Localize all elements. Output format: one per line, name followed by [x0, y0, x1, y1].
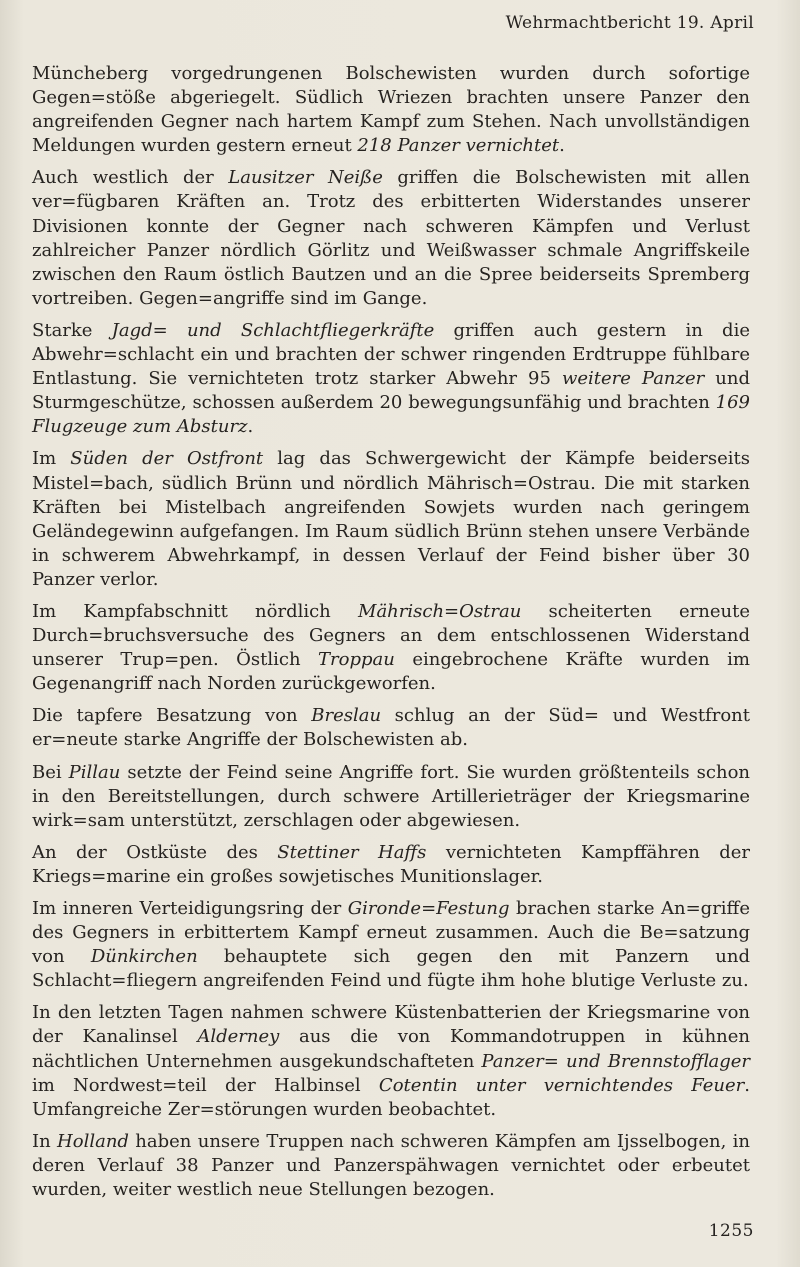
- page-number: 1255: [708, 1221, 754, 1241]
- report-paragraph: [32, 600, 756, 696]
- paragraph-text: im Nordwest=teil der Halbinsel: [32, 1050, 756, 1096]
- paragraph-text: eingebrochene Kräfte wurden im Gegenangriff nach Norden zurückgeworfen.: [32, 649, 756, 695]
- report-paragraph: [32, 319, 756, 439]
- paragraph-text: griffen die Bolschewisten mit allen ver=fügbaren Kräften an. Trotz des erbitterten Widerstandes unserer Divisionen konnte der Gegner nach schweren Kämpfen und Verlust zahlreicher Panzer nördlich Görlitz und Weißwasser schmale Angriffskeile zwischen den Raum östlich Bautzen und an die Spree beiderseits Spremberg vortreiben. Gegen=angriffe sind im Gange.: [32, 167, 756, 309]
- emphasized-phrase: 169 Flugzeuge zum Absturz: [32, 392, 756, 438]
- paragraph-text: griffen auch gestern in die Abwehr=schlacht ein und brachten der schwer ringenden Erdtruppe fühlbare Entlastung. Sie vernichteten trotz starker Abwehr 95: [32, 319, 756, 390]
- emphasized-phrase: Stettiner Haffs: [277, 841, 427, 863]
- paragraph-text: Bei: [32, 761, 69, 783]
- emphasized-phrase: Lausitzer Neiße: [228, 167, 383, 189]
- paragraph-text: In: [32, 1130, 58, 1152]
- paragraph-text: Die tapfere Besatzung von: [32, 705, 312, 727]
- paragraph-text: aus die von Kommandotruppen in kühnen nächtlichen Unternehmen ausgekundschafteten: [32, 1026, 756, 1072]
- paragraph-text: scheiterten erneute Durch=bruchsversuche des Gegners an dem entschlossenen Widerstand unserer Trup=pen. Östlich: [32, 600, 756, 671]
- emphasized-phrase: 218 Panzer vernichtet: [357, 135, 560, 157]
- report-paragraph: [32, 447, 756, 592]
- running-header: Wehrmachtbericht 19. April: [505, 13, 754, 33]
- emphasized-phrase: Alderney: [197, 1026, 280, 1048]
- paragraph-text: An der Ostküste des: [32, 841, 278, 863]
- paragraph-text: vernichteten Kampffähren der Kriegs=marine ein großes sowjetisches Munitionslager.: [32, 841, 756, 887]
- emphasized-phrase: Pillau: [68, 761, 121, 783]
- paragraph-text: . Umfangreiche Zer=störungen wurden beobachtet.: [32, 1074, 756, 1120]
- paragraph-text: Auch westlich der: [32, 167, 229, 189]
- paragraph-text: lag das Schwergewicht der Kämpfe beiderseits Mistel=bach, südlich Brünn und nördlich Mährisch=Ostrau. Die mit starken Kräften bei Mistelbach angreifenden Sowjets wurden nach geringem Geländegewinn aufgefangen. Im Raum südlich Brünn stehen unsere Verbände in schwerem Abwehrkampf, in dessen Verlauf der Feind bisher über 30 Panzer verlor.: [32, 448, 756, 590]
- report-paragraph: [32, 1130, 756, 1202]
- paragraph-text: setzte der Feind seine Angriffe fort. Sie wurden größtenteils schon in den Bereitstellungen, durch schwere Artillerieträger der Kriegsmarine wirk=sam unterstützt, zerschlagen oder abgewiesen.: [32, 761, 756, 831]
- emphasized-phrase: Holland: [57, 1130, 129, 1152]
- report-paragraph: [32, 897, 756, 993]
- emphasized-phrase: Cotentin unter vernichtendes Feuer: [378, 1074, 745, 1096]
- paragraph-text: behauptete sich gegen den mit Panzern und Schlacht=fliegern angreifenden Feind und fügte ihm hohe blutige Verluste zu.: [32, 946, 756, 992]
- report-paragraph: [32, 1001, 756, 1121]
- report-paragraph: [32, 841, 756, 889]
- emphasized-phrase: Panzer= und Brennstofflager: [481, 1050, 750, 1072]
- paragraph-text: In den letzten Tagen nahmen schwere Küstenbatterien der Kriegsmarine von der Kanalinsel: [32, 1002, 756, 1048]
- emphasized-phrase: Jagd= und Schlachtfliegerkräfte: [111, 319, 435, 341]
- paragraph-text: Müncheberg vorgedrungenen Bolschewisten wurden durch sofortige Gegen=stöße abgeriegelt. Südlich Wriezen brachten unsere Panzer den angreifenden Gegner nach hartem Kampf zum Stehen. Nach unvollständigen Meldungen wurden gestern erneut: [32, 63, 756, 157]
- paragraph-text: Starke: [32, 319, 112, 341]
- report-paragraph: [32, 761, 756, 833]
- paragraph-text: .: [559, 135, 565, 157]
- paragraph-text: haben unsere Truppen nach schweren Kämpfen am Ijsselbogen, in deren Verlauf 38 Panzer und Panzerspähwagen vernichtet oder erbeutet wurden, weiter westlich neue Stellungen bezogen.: [32, 1130, 756, 1201]
- emphasized-phrase: Gironde=Festung: [347, 898, 510, 919]
- emphasized-phrase: weitere Panzer: [561, 368, 705, 390]
- paragraph-text: und Sturmgeschütze, schossen außerdem 20 bewegungsunfähig und brachten: [32, 368, 756, 414]
- emphasized-phrase: Troppau: [318, 649, 395, 671]
- paragraph-text: Im: [32, 448, 71, 470]
- paragraph-text: Im Kampfabschnitt nördlich: [32, 600, 359, 622]
- paragraph-text: Im inneren Verteidigungsring der: [32, 898, 348, 919]
- emphasized-phrase: Süden der Ostfront: [70, 448, 264, 470]
- emphasized-phrase: Mährisch=Ostrau: [358, 600, 522, 622]
- report-paragraph: [32, 704, 756, 752]
- paragraph-text: brachen starke An=griffe des Gegners in erbittertem Kampf erneut zusammen. Auch die Be=satzung von: [32, 898, 756, 968]
- report-paragraph: [32, 62, 756, 158]
- emphasized-phrase: Breslau: [311, 705, 382, 727]
- paragraph-text: .: [247, 416, 254, 438]
- report-paragraph: [32, 166, 756, 311]
- report-text: [32, 62, 756, 1210]
- emphasized-phrase: Dünkirchen: [90, 946, 198, 968]
- paragraph-text: schlug an der Süd= und Westfront er=neute starke Angriffe der Bolschewisten ab.: [32, 705, 756, 751]
